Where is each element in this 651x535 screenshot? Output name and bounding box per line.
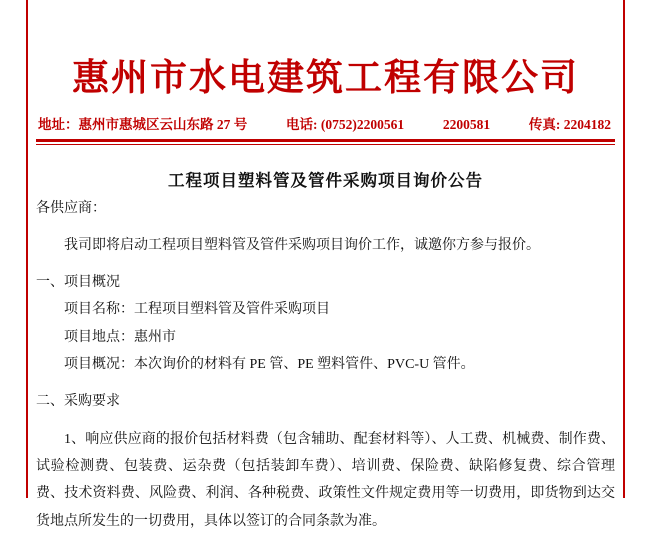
header-rule-thin [36,144,615,145]
project-overview-label: 项目概况： [64,357,134,373]
project-name-value: 工程项目塑料管及管件采购项目 [134,302,330,318]
address-label: 地址： [38,116,79,132]
project-overview-row [36,351,615,378]
contact-row [36,113,615,133]
project-name-label: 项目名称： [64,302,134,318]
phone-text [286,113,404,133]
project-site-row [36,324,615,351]
address-value: 惠州市惠城区云山东路 27 号 [78,116,248,132]
header-rule-thick [36,139,615,142]
fax-label: 传真: [528,116,564,132]
fax-value: 2204182 [563,116,611,132]
project-site-label: 项目地点： [64,329,134,345]
salutation: 各供应商： [36,200,106,216]
project-name-row [36,296,615,323]
opening-paragraph: 我司即将启动工程项目塑料管及管件采购项目询价工作，诚邀你方参与报价。 [64,237,540,253]
project-site-value: 惠州市 [134,329,176,345]
section-two-title: 二、采购要求 [36,394,120,410]
section-one-title: 一、项目概况 [36,275,120,291]
company-name: 惠州市水电建筑工程有限公司 [72,55,579,99]
document-body [36,167,615,535]
requirement-item-1: 1、响应供应商的报价包括材料费（包含辅助、配套材料等）、人工费、机械费、制作费、试验检测费、包装费、运杂费（包括装卸车费）、培训费、保险费、缺陷修复费、综合管理费、技术资料费、风险费、利润、各种税费、政策性文件规定费用等一切费用，即货物到达交货地点所发生的一切费用，具体以签订的合同条款为准。 [36,431,615,529]
document-content [36,0,615,529]
fax-text [529,113,611,133]
letterhead [36,0,615,145]
document-title: 工程项目塑料管及管件采购项目询价公告 [168,170,483,190]
phone-value-secondary: 2200581 [442,116,491,132]
right-margin-rule [623,0,625,498]
project-overview-value: 本次询价的材料有 PE 管、PE 塑料管件、PVC-U 管件。 [134,357,475,373]
left-margin-rule [26,0,28,498]
phone-label: 电话: [286,116,321,132]
phone-value: (0752)2200561 [320,116,405,132]
address-text [38,113,247,133]
